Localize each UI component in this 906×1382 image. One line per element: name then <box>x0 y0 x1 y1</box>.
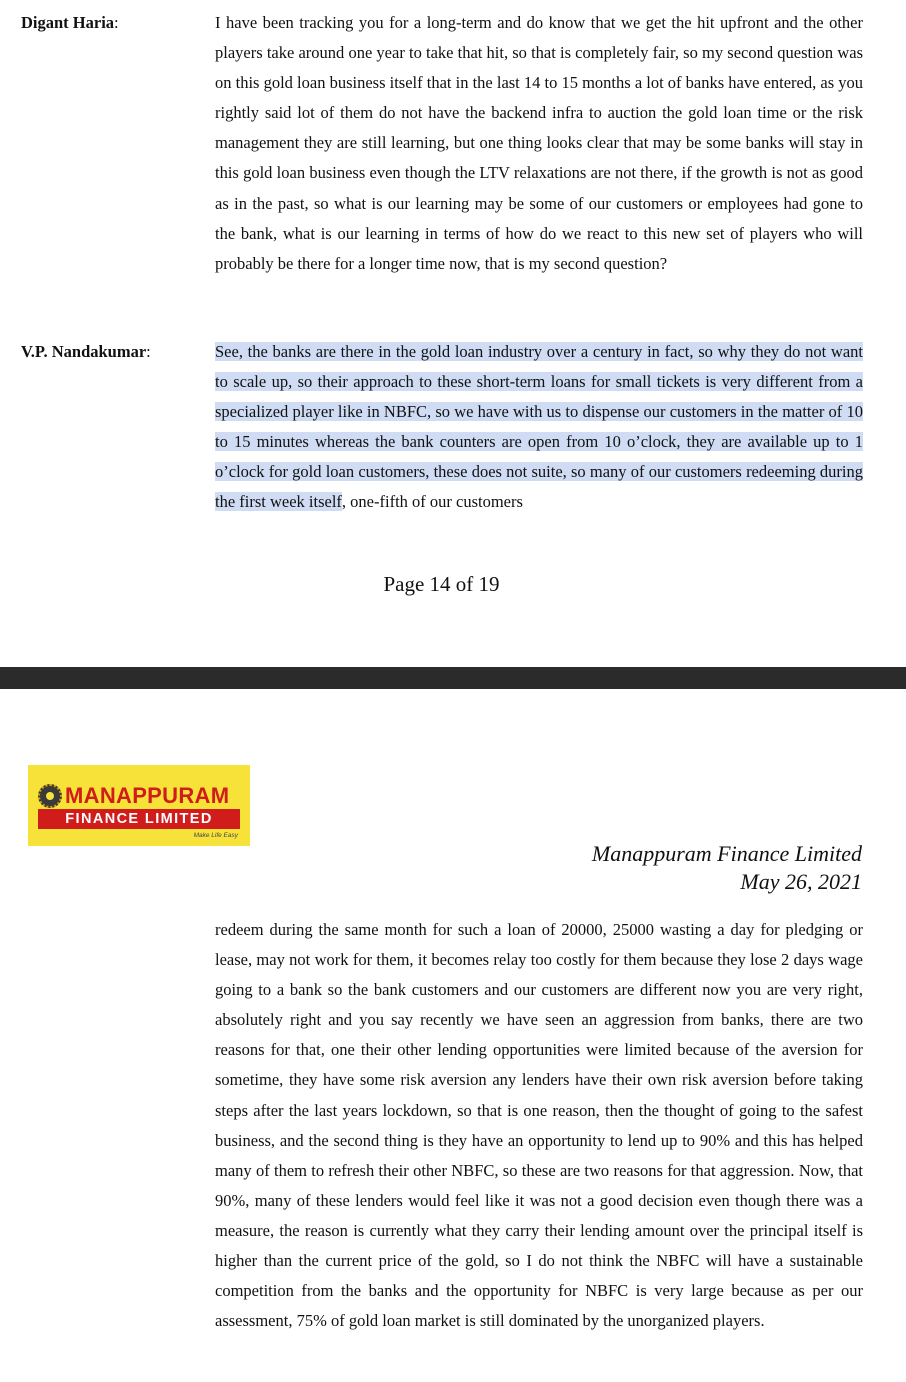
speaker-name: Digant Haria <box>21 13 115 32</box>
emblem-icon <box>38 784 62 808</box>
logo-top-row <box>38 782 229 810</box>
speaker-colon: : <box>114 13 119 32</box>
document-header <box>592 840 862 896</box>
speaker-name: V.P. Nandakumar <box>21 342 147 361</box>
header-date: May 26, 2021 <box>740 869 862 894</box>
speaker-colon: : <box>146 342 151 361</box>
page-divider <box>0 667 906 689</box>
vp-nandakumar-answer-continued: redeem during the same month for such a loan of 20000, 25000 wasting a day for pledging or lease, may not work for them, it becomes relay too costly for them because they lose 2 days wage going to a bank so the bank customers and our customers are different now you are very right, absolutely right and you say recently we have seen an aggression from banks, there are two reasons for that, one their other lending opportunities were limited because of the aversion for sometime, they have some risk aversion any lenders have their own risk aversion before taking steps after the last years lockdown, so that is one reason, then the thought of going to the safest business, and the second thing is they have an opportunity to lend up to 90% and this has helped many of them to refresh their other NBFC, so these are two reasons for that aggression. Now, that 90%, many of these lenders would feel like it was not a good decision even though there was a measure, the reason is currently what they carry their lending amount over the principal itself is higher than the current price of the gold, so I do not think the NBFC will have a sustainable competition from the banks and the opportunity for NBFC is very large because as per our assessment, 75% of gold loan market is still dominated by the unorganized players. <box>215 920 863 1331</box>
manappuram-logo <box>28 765 250 846</box>
answer-text-tail: , one-fifth of our customers <box>341 492 523 512</box>
logo-brand-name: MANAPPURAM <box>65 783 230 808</box>
page-number: Page 14 of 19 <box>383 572 500 596</box>
vp-nandakumar-answer[interactable] <box>215 337 863 518</box>
header-company: Manappuram Finance Limited <box>591 841 862 866</box>
logo-subtitle: FINANCE LIMITED <box>38 809 240 829</box>
speaker-label-vp-nandakumar <box>21 337 151 367</box>
digant-haria-question: I have been tracking you for a long-term and do know that we get the hit upfront and the other players take around one year to take that hit, so that is completely fair, so my second question was on this gold loan business itself that in the last 14 to 15 months a lot of banks have entered, as you rightly said lot of them do not have the backend infra to auction the gold loan time or the risk management they are still learning, but one thing looks clear that may be some banks will stay in this gold loan business even though the LTV relaxations are not there, if the growth is not as good as in the past, so what is our learning may be some of our customers or employees had gone to the bank, what is our learning in terms of how do we react to this new set of players who will probably be there for a longer time now, that is my second question? <box>215 13 863 273</box>
speaker-label-digant-haria <box>21 8 119 38</box>
selected-text[interactable]: See, the banks are there in the gold loan industry over a century in fact, so why they do not want to scale up, so their approach to these short-term loans for small tickets is very different from a specialized player like in NBFC, so we have with us to dispense our customers in the matter of 10 to 15 minutes whereas the bank counters are open from 10 o’clock, they are available up to 1 o’clock for gold loan customers, these does not suite, so many of our customers redeeming during the first week itself <box>215 342 863 512</box>
logo-tagline: Make Life Easy <box>193 832 238 839</box>
